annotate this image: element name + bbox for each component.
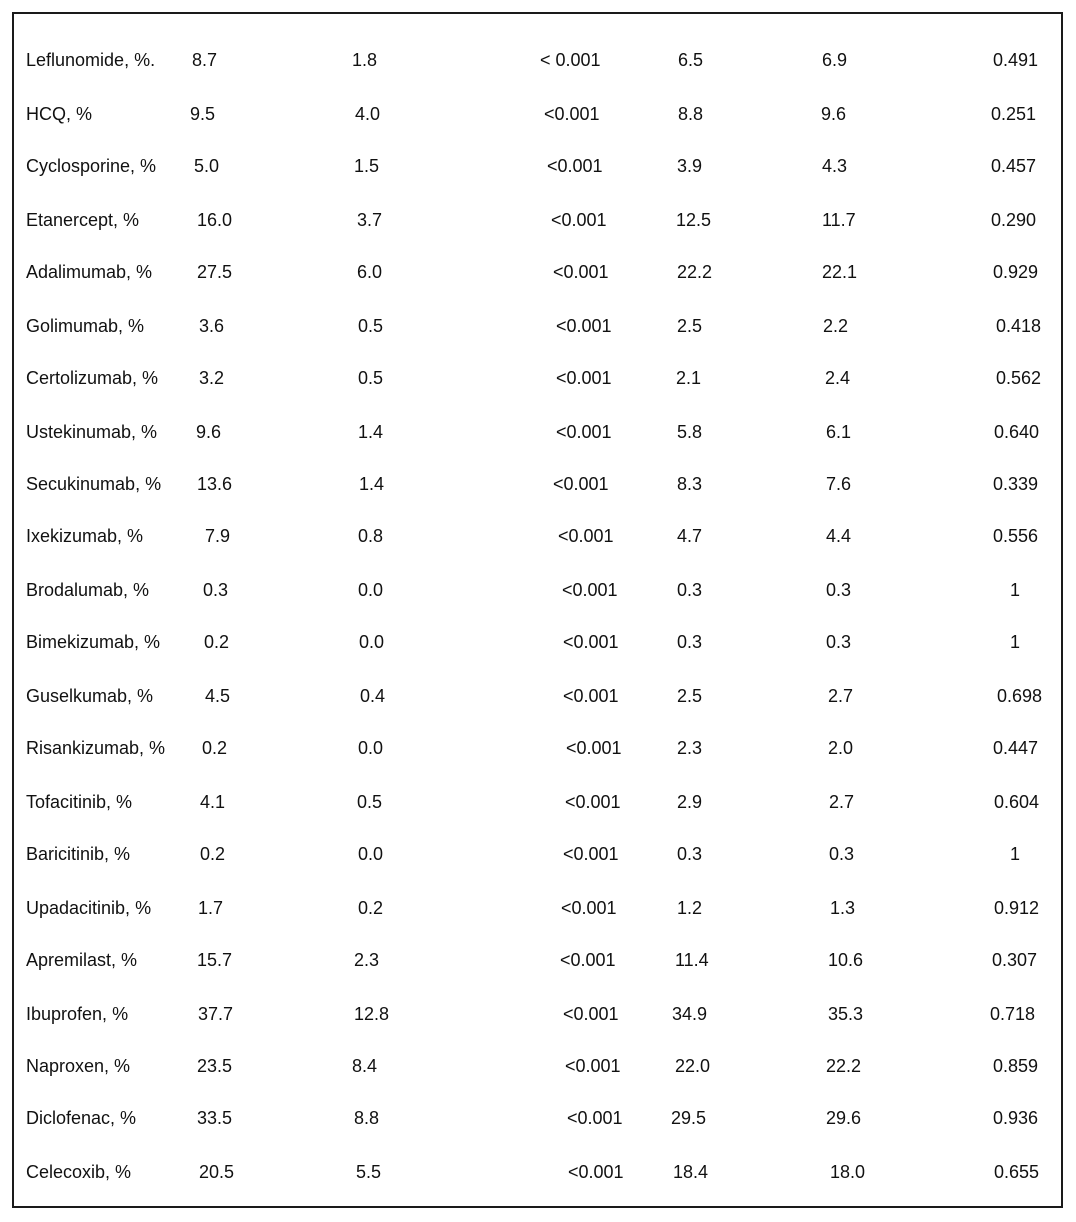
drug-name: Ibuprofen, %	[26, 1004, 129, 1024]
p-value-2: 0.912	[994, 898, 1040, 918]
p-value-2: 0.339	[993, 474, 1039, 494]
table-row	[0, 154, 1076, 178]
value-col-4: 9.6	[821, 104, 847, 124]
value-col-3: 2.1	[676, 368, 702, 388]
value-col-2: 1.5	[354, 156, 380, 176]
drug-name: Ustekinumab, %	[26, 422, 158, 442]
value-col-4: 6.1	[826, 422, 852, 442]
p-value-2: 0.929	[993, 262, 1039, 282]
drug-name: Diclofenac, %	[26, 1108, 137, 1128]
value-col-3: 11.4	[675, 950, 709, 970]
value-col-4: 11.7	[822, 210, 856, 230]
drug-name: Adalimumab, %	[26, 262, 153, 282]
p-value-1: <0.001	[561, 898, 617, 918]
table-row	[0, 48, 1076, 72]
value-col-2: 0.2	[358, 898, 384, 918]
value-col-4: 2.7	[828, 686, 854, 706]
value-col-2: 0.4	[360, 686, 386, 706]
table-row	[0, 102, 1076, 126]
value-col-4: 0.3	[829, 844, 855, 864]
value-col-4: 0.3	[826, 580, 852, 600]
drug-name: Naproxen, %	[26, 1056, 131, 1076]
value-col-3: 2.5	[677, 316, 703, 336]
p-value-2: 0.447	[993, 738, 1039, 758]
drug-name: Guselkumab, %	[26, 686, 154, 706]
table-row	[0, 1054, 1076, 1078]
value-col-1: 16.0	[197, 210, 233, 230]
table-row	[0, 842, 1076, 866]
drug-name: Bimekizumab, %	[26, 632, 161, 652]
value-col-1: 33.5	[197, 1108, 233, 1128]
value-col-3: 0.3	[677, 844, 703, 864]
value-col-1: 7.9	[205, 526, 231, 546]
drug-name: Tofacitinib, %	[26, 792, 133, 812]
p-value-2: 0.604	[994, 792, 1040, 812]
value-col-1: 9.5	[190, 104, 216, 124]
value-col-3: 1.2	[677, 898, 703, 918]
value-col-2: 0.0	[358, 738, 384, 758]
table-row	[0, 1002, 1076, 1026]
value-col-2: 12.8	[354, 1004, 390, 1024]
table-frame	[12, 12, 1063, 1208]
value-col-1: 13.6	[197, 474, 233, 494]
drug-name: Baricitinib, %	[26, 844, 131, 864]
drug-name: Upadacitinib, %	[26, 898, 152, 918]
p-value-2: 0.640	[994, 422, 1040, 442]
table-row	[0, 420, 1076, 444]
table-row	[0, 366, 1076, 390]
p-value-2: 0.307	[992, 950, 1038, 970]
value-col-2: 1.4	[359, 474, 385, 494]
p-value-2: 1	[1010, 844, 1021, 864]
value-col-2: 0.5	[357, 792, 383, 812]
drug-name: Apremilast, %	[26, 950, 138, 970]
table-row	[0, 684, 1076, 708]
value-col-3: 6.5	[678, 50, 704, 70]
drug-name: Risankizumab, %	[26, 738, 166, 758]
table-row	[0, 208, 1076, 232]
p-value-1: <0.001	[551, 210, 607, 230]
value-col-3: 8.8	[678, 104, 704, 124]
value-col-1: 23.5	[197, 1056, 233, 1076]
value-col-4: 2.4	[825, 368, 851, 388]
value-col-1: 0.2	[200, 844, 226, 864]
value-col-4: 22.2	[826, 1056, 862, 1076]
p-value-1: <0.001	[565, 1056, 621, 1076]
drug-name: Cyclosporine, %	[26, 156, 157, 176]
p-value-2: 0.457	[991, 156, 1037, 176]
p-value-1: <0.001	[565, 792, 621, 812]
value-col-2: 4.0	[355, 104, 381, 124]
p-value-1: <0.001	[563, 1004, 619, 1024]
value-col-1: 37.7	[198, 1004, 234, 1024]
value-col-2: 1.4	[358, 422, 384, 442]
p-value-1: <0.001	[562, 580, 618, 600]
value-col-3: 2.3	[677, 738, 703, 758]
table-row	[0, 896, 1076, 920]
value-col-3: 12.5	[676, 210, 712, 230]
value-col-3: 0.3	[677, 632, 703, 652]
value-col-1: 1.7	[198, 898, 224, 918]
p-value-1: <0.001	[563, 844, 619, 864]
p-value-1: <0.001	[560, 950, 616, 970]
value-col-2: 5.5	[356, 1162, 382, 1182]
drug-name: Certolizumab, %	[26, 368, 159, 388]
value-col-1: 5.0	[194, 156, 220, 176]
value-col-4: 35.3	[828, 1004, 864, 1024]
value-col-4: 22.1	[822, 262, 858, 282]
table-row	[0, 314, 1076, 338]
p-value-1: <0.001	[558, 526, 614, 546]
value-col-4: 7.6	[826, 474, 852, 494]
value-col-3: 2.9	[677, 792, 703, 812]
p-value-1: <0.001	[566, 738, 622, 758]
value-col-3: 4.7	[677, 526, 703, 546]
value-col-3: 22.2	[677, 262, 713, 282]
value-col-2: 0.0	[358, 844, 384, 864]
p-value-2: 0.562	[996, 368, 1042, 388]
value-col-1: 8.7	[192, 50, 218, 70]
value-col-2: 8.4	[352, 1056, 378, 1076]
p-value-1: <0.001	[568, 1162, 624, 1182]
drug-name: Ixekizumab, %	[26, 526, 144, 546]
value-col-1: 3.6	[199, 316, 225, 336]
p-value-2: 1	[1010, 632, 1021, 652]
p-value-1: < 0.001	[540, 50, 601, 70]
drug-name: Golimumab, %	[26, 316, 145, 336]
p-value-2: 0.718	[990, 1004, 1036, 1024]
value-col-4: 29.6	[826, 1108, 862, 1128]
value-col-2: 0.8	[358, 526, 384, 546]
value-col-2: 1.8	[352, 50, 378, 70]
value-col-3: 3.9	[677, 156, 703, 176]
drug-name: Leflunomide, %.	[26, 50, 156, 70]
p-value-2: 0.859	[993, 1056, 1039, 1076]
p-value-1: <0.001	[563, 632, 619, 652]
drug-name: Brodalumab, %	[26, 580, 150, 600]
p-value-1: <0.001	[547, 156, 603, 176]
table-row	[0, 472, 1076, 496]
p-value-2: 0.418	[996, 316, 1042, 336]
value-col-2: 6.0	[357, 262, 383, 282]
value-col-1: 0.2	[202, 738, 228, 758]
table-row	[0, 790, 1076, 814]
value-col-3: 2.5	[677, 686, 703, 706]
p-value-2: 0.655	[994, 1162, 1040, 1182]
table-row	[0, 524, 1076, 548]
value-col-1: 4.5	[205, 686, 231, 706]
drug-name: Etanercept, %	[26, 210, 140, 230]
value-col-1: 9.6	[196, 422, 222, 442]
value-col-4: 4.4	[826, 526, 852, 546]
p-value-1: <0.001	[556, 422, 612, 442]
p-value-1: <0.001	[567, 1108, 623, 1128]
value-col-4: 10.6	[828, 950, 864, 970]
value-col-4: 2.7	[829, 792, 855, 812]
value-col-4: 18.0	[830, 1162, 866, 1182]
value-col-2: 2.3	[354, 950, 380, 970]
drug-name: Celecoxib, %	[26, 1162, 132, 1182]
value-col-3: 18.4	[673, 1162, 709, 1182]
value-col-1: 27.5	[197, 262, 233, 282]
value-col-2: 0.5	[358, 368, 384, 388]
drug-name: Secukinumab, %	[26, 474, 162, 494]
value-col-4: 1.3	[830, 898, 856, 918]
p-value-2: 0.556	[993, 526, 1039, 546]
value-col-4: 6.9	[822, 50, 848, 70]
p-value-1: <0.001	[563, 686, 619, 706]
p-value-2: 0.290	[991, 210, 1037, 230]
p-value-1: <0.001	[544, 104, 600, 124]
value-col-1: 3.2	[199, 368, 225, 388]
p-value-1: <0.001	[553, 262, 609, 282]
value-col-1: 4.1	[200, 792, 226, 812]
p-value-1: <0.001	[553, 474, 609, 494]
value-col-2: 0.0	[359, 632, 385, 652]
value-col-1: 20.5	[199, 1162, 235, 1182]
value-col-4: 4.3	[822, 156, 848, 176]
table-row	[0, 260, 1076, 284]
table-row	[0, 1106, 1076, 1130]
value-col-3: 5.8	[677, 422, 703, 442]
value-col-3: 8.3	[677, 474, 703, 494]
value-col-2: 3.7	[357, 210, 383, 230]
value-col-4: 2.0	[828, 738, 854, 758]
p-value-2: 1	[1010, 580, 1021, 600]
table-row	[0, 630, 1076, 654]
value-col-4: 2.2	[823, 316, 849, 336]
table-row	[0, 578, 1076, 602]
drug-name: HCQ, %	[26, 104, 93, 124]
value-col-3: 34.9	[672, 1004, 708, 1024]
value-col-2: 0.0	[358, 580, 384, 600]
value-col-2: 0.5	[358, 316, 384, 336]
p-value-2: 0.251	[991, 104, 1037, 124]
p-value-1: <0.001	[556, 316, 612, 336]
p-value-1: <0.001	[556, 368, 612, 388]
value-col-3: 0.3	[677, 580, 703, 600]
value-col-1: 15.7	[197, 950, 233, 970]
p-value-2: 0.491	[993, 50, 1039, 70]
value-col-1: 0.2	[204, 632, 230, 652]
value-col-2: 8.8	[354, 1108, 380, 1128]
table-row	[0, 1160, 1076, 1184]
p-value-2: 0.698	[997, 686, 1043, 706]
table-row	[0, 948, 1076, 972]
value-col-1: 0.3	[203, 580, 229, 600]
table-row	[0, 736, 1076, 760]
value-col-4: 0.3	[826, 632, 852, 652]
value-col-3: 29.5	[671, 1108, 707, 1128]
value-col-3: 22.0	[675, 1056, 711, 1076]
p-value-2: 0.936	[993, 1108, 1039, 1128]
